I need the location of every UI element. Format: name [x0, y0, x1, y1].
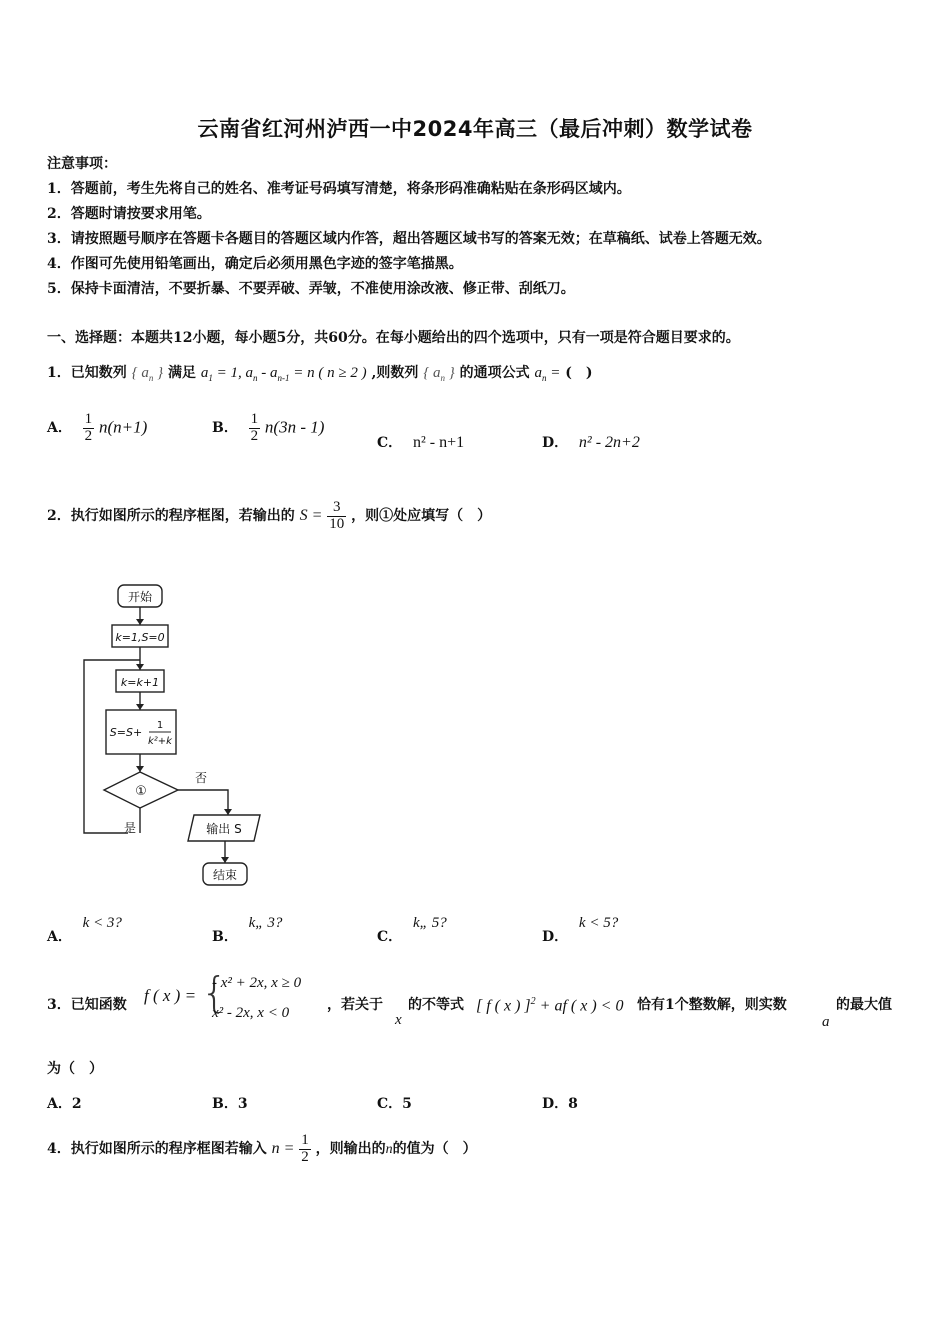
- q4-stem-part: 4．执行如图所示的程序框图若输入: [47, 1141, 267, 1157]
- notice-item: 3．请按照题号顺序在答题卡各题目的答题区域内作答，超出答题区域书写的答案无效；在草稿纸、试卷上答题无效。: [47, 231, 771, 247]
- q1-stem-part: 的通项公式: [459, 365, 530, 381]
- q1-stem-part: ( ): [565, 365, 593, 381]
- q1-option-c[interactable]: C． n² - n+1: [377, 434, 465, 451]
- q3-stem-part: 的不等式: [408, 997, 464, 1013]
- section-heading: 一、选择题：本题共12小题，每小题5分，共60分。在每小题给出的四个选项中，只有一项是符合题目要求的。: [47, 330, 740, 346]
- q3-stem-part: 3．已知函数: [47, 997, 127, 1013]
- q1-stem-part: ,则数列: [371, 365, 419, 381]
- q4-var-n: n: [385, 1142, 393, 1157]
- exam-title: 云南省红河州泸西一中2024年高三（最后冲刺）数学试卷: [197, 117, 753, 141]
- q3-var-x: x: [395, 1012, 402, 1028]
- flow-start-label: 开始: [127, 590, 153, 604]
- flow-sum-num: 1: [156, 720, 164, 731]
- q2-stem-part: 2．执行如图所示的程序框图，若输出的: [47, 508, 295, 524]
- q4-stem-part: ，则输出的: [315, 1141, 386, 1157]
- q2-stem-part: ，则①处应填写（ ）: [351, 508, 492, 524]
- flow-end-label: 结束: [212, 868, 238, 882]
- seq-a-n: { $a_n$ }: [131, 365, 164, 383]
- q3-option-c[interactable]: C．5: [377, 1096, 412, 1112]
- flow-sum-den: k²+k: [148, 736, 172, 747]
- q1-option-a[interactable]: A． $\frac{1}{2}$ n(n+1): [47, 411, 148, 444]
- flow-condition-label: ①: [135, 784, 147, 799]
- notice-item: 2．答题时请按要求用笔。: [47, 206, 211, 222]
- q3-option-a[interactable]: A．2: [47, 1096, 82, 1112]
- notice-item: 4．作图可先使用铅笔画出，确定后必须用黑色字迹的签字笔描黑。: [47, 256, 463, 272]
- q2-option-b[interactable]: B． k„ 3?: [212, 915, 283, 945]
- q1-stem-part: 满足: [168, 365, 196, 381]
- q3-stem-part: 为（ ）: [47, 1061, 103, 1077]
- flow-step-label: k=k+1: [120, 676, 160, 689]
- q3-case-2: x² - 2x, x < 0: [212, 1005, 290, 1021]
- q1-an: $a_n$ =: [534, 365, 561, 383]
- q3-option-d[interactable]: D．8: [542, 1096, 578, 1112]
- notice-heading: 注意事项：: [47, 156, 117, 172]
- notice-item: 1．答题前，考生先将自己的姓名、准考证号码填写清楚，将条形码准确粘贴在条形码区域内。: [47, 181, 631, 197]
- q1-stem-part: 1．已知数列: [47, 365, 127, 381]
- q2-s: S =: [299, 507, 323, 524]
- q4-n: n =: [271, 1140, 295, 1157]
- q2-s-fraction: $\frac{3}{10}$: [329, 498, 345, 532]
- q3-stem-part: ，若关于: [327, 997, 383, 1013]
- q4-stem-part: 的值为（ ）: [392, 1141, 477, 1157]
- q1-option-d[interactable]: D． n² - 2n+2: [542, 434, 640, 451]
- q3-stem-part: 的最大值: [836, 997, 892, 1013]
- flow-output-label: 输出 S: [206, 822, 242, 836]
- flow-sum-lhs: S=S+: [109, 726, 143, 739]
- q3-inequality: [ f ( x ) ]$^2$ + af ( x ) < 0: [476, 996, 624, 1015]
- question-2: [47, 495, 491, 537]
- q2-option-c[interactable]: C． k„ 5?: [377, 915, 447, 945]
- q1-option-b[interactable]: B． $\frac{1}{2}$ n(3n - 1): [212, 411, 325, 444]
- q4-n-fraction: $\frac{1}{2}$: [301, 1131, 309, 1165]
- q2-option-d[interactable]: D． k < 5?: [542, 915, 619, 945]
- q3-case-1: - x² + 2x, x ≥ 0: [212, 975, 302, 991]
- q3-option-b[interactable]: B．3: [212, 1096, 248, 1112]
- q2-option-a[interactable]: A． k < 3?: [47, 915, 122, 945]
- question-4: [47, 1128, 477, 1171]
- flowchart: [70, 578, 290, 893]
- q3-fx: f ( x ) =: [144, 986, 197, 1005]
- q1-condition: $a_1 = 1$, $a_n - a_{n-1} = n$ ( n ≥ 2 ): [200, 365, 367, 383]
- question-1: [47, 362, 592, 383]
- flow-init-label: k=1,S=0: [115, 631, 165, 644]
- flow-no-label: 否: [194, 771, 208, 785]
- notice-item: 5．保持卡面清洁，不要折暴、不要弄破、弄皱，不准使用涂改液、修正带、刮纸刀。: [47, 281, 575, 297]
- q3-brace: {: [201, 968, 228, 1017]
- seq-a-n: { $a_n$ }: [423, 365, 455, 383]
- q3-var-a: a: [822, 1014, 830, 1030]
- flow-yes-label: 是: [123, 821, 137, 835]
- q3-stem-part: 恰有1个整数解，则实数: [637, 997, 787, 1013]
